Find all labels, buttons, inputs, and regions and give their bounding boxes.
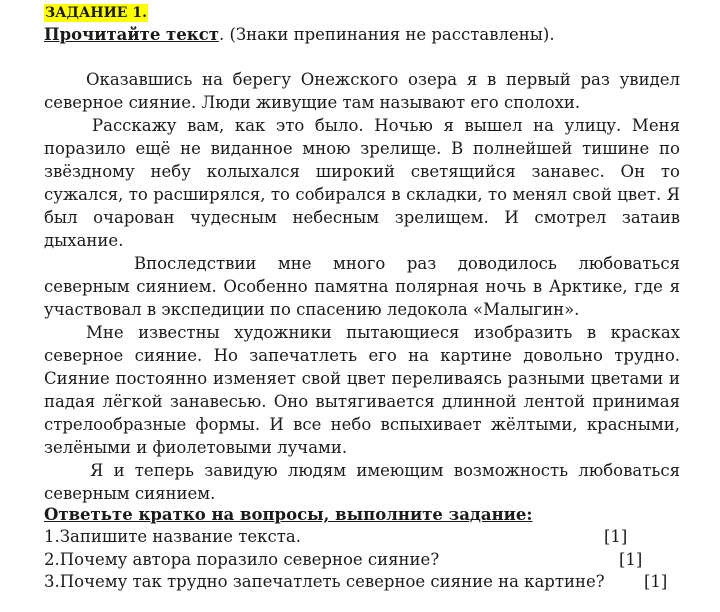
questions-list — [44, 526, 680, 594]
question-points: [1] — [644, 572, 668, 591]
question-text: 3.Почему так трудно запечатлеть северное сияние на картине? — [44, 572, 605, 591]
paragraph: Я и теперь завидую людям имеющим возможность любоваться северным сиянием. — [44, 461, 680, 503]
question-item — [44, 526, 680, 549]
reading-text — [44, 68, 680, 505]
question-points: [1] — [619, 549, 643, 569]
question-item — [44, 571, 680, 594]
instruction-bold: Прочитайте текст — [44, 25, 219, 44]
question-item — [44, 549, 680, 572]
paragraph: Расскажу вам, как это было. Ночью я вышел на улицу. Меня поразило ещё не виданное мною зрелище. В полнейшей тишине по звёздному небу колыхался широкий светящийся занавес. Он то сужался, то расширялся, то собирался в складки, то менял свой цвет. Я был очарован чудесным небесным зрелищем. И смотрел затаив дыхание. — [44, 116, 680, 250]
paragraph: Оказавшись на берегу Онежского озера я в первый раз увидел северное сияние. Люди живущие там называют его сполохи. — [44, 70, 680, 112]
instruction-rest: . (Знаки препинания не расставлены). — [218, 25, 555, 44]
instruction-line — [44, 24, 555, 46]
question-text: 2.Почему автора поразило северное сияние? — [44, 549, 440, 569]
question-points: [1] — [604, 527, 628, 546]
question-text: 1.Запишите название текста. — [44, 527, 301, 546]
questions-heading: Ответьте кратко на вопросы, выполните задание: — [44, 505, 533, 524]
paragraph: Впоследствии мне много раз доводилось любоваться северным сиянием. Особенно памятна полярная ночь в Арктике, где я участвовал в экспедиции по спасению ледокола «Малыгин». — [44, 254, 680, 319]
task-label: ЗАДАНИЕ 1. — [45, 5, 147, 21]
paragraph: Мне известны художники пытающиеся изобразить в красках северное сияние. Но запечатлеть его на картине довольно трудно. Сияние постоянно изменяет свой цвет переливаясь разными цветами и падая лёгкой занавесью. Оно вытягивается длинной лентой принимая стрелообразные формы. И все небо вспыхивает жёлтыми, красными, зелёными и фиолетовыми лучами. — [44, 323, 680, 457]
